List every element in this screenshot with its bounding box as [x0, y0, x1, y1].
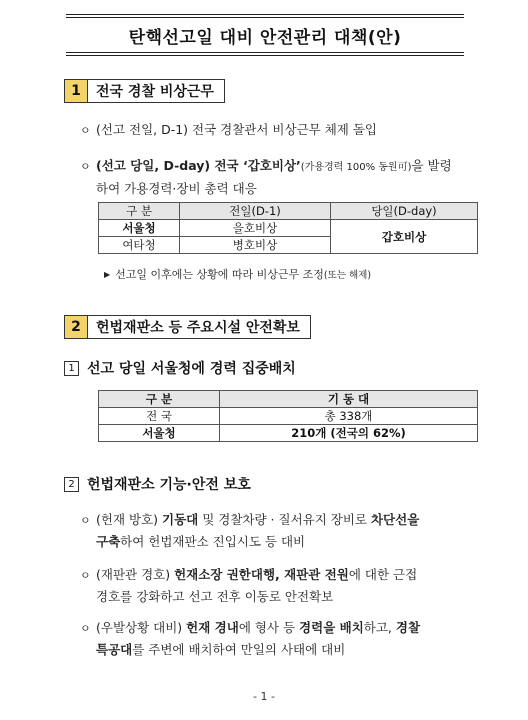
bullet-text-line-2: 하여 가용경력·장비 총력 대응	[96, 181, 257, 196]
subsection-2-number: 2	[64, 477, 79, 492]
bullet-mark: ㅇ	[80, 514, 91, 527]
title-box	[66, 14, 464, 56]
page-number: - 1 -	[253, 690, 275, 703]
section-1-bullet-2	[80, 155, 500, 199]
section-2-heading	[64, 315, 311, 339]
bullet-bold-text: 구축	[96, 534, 121, 549]
table-row	[99, 425, 478, 442]
note-small-text: (또는 해제)	[323, 270, 372, 281]
bullet-mark: ㅇ	[80, 569, 91, 582]
table-cell: 총 338개	[220, 408, 478, 425]
table-cell: 210개 (전국의 62%)	[220, 425, 478, 442]
table-header-row	[99, 203, 478, 220]
bullet-text-line-2	[80, 531, 500, 552]
bullet-mark: ㅇ	[80, 622, 91, 635]
section-1-heading	[64, 79, 225, 103]
section-1-label: 전국 경찰 비상근무	[88, 79, 225, 103]
note-text: 선고일 이후에는 상황에 따라 비상근무 조정	[115, 268, 324, 281]
alert-level-table	[98, 202, 478, 254]
table-header-cell: 전일(D-1)	[180, 203, 331, 220]
table-cell: 여타청	[99, 237, 180, 254]
table-header-cell: 기 동 대	[220, 391, 478, 408]
bullet-text: 하여 헌법재판소 진입시도 등 대비	[120, 534, 306, 549]
subsection-2-heading	[64, 474, 251, 494]
section-2-bullet-3	[80, 617, 500, 660]
bullet-text: (헌재 방호)	[96, 512, 163, 527]
section-1-note	[104, 266, 371, 282]
section-1-number: 1	[64, 79, 88, 103]
subsection-2-label: 헌법재판소 기능·안전 보호	[87, 477, 251, 493]
bullet-text: 을 발령	[411, 158, 452, 173]
subsection-1-number: 1	[64, 361, 79, 376]
bullet-mark: ㅇ	[80, 124, 91, 137]
table-cell: 서울청	[99, 425, 220, 442]
bullet-bold-text: (선고 당일, D-day) 전국 ‘갑호비상’	[96, 158, 301, 173]
bullet-text: (우발상황 대비)	[96, 620, 187, 635]
triangle-bullet-icon: ▶	[104, 270, 111, 279]
subsection-1-heading	[64, 358, 296, 378]
section-2-bullet-2	[80, 564, 500, 607]
bullet-bold-text: 특공대	[96, 642, 133, 657]
table-cell: 병호비상	[180, 237, 331, 254]
table-header-cell: 구 분	[99, 203, 180, 220]
bullet-text: 및 경찰차량 · 질서유지 장비로	[198, 512, 371, 527]
bullet-text: (재판관 경호)	[96, 567, 175, 582]
bullet-bold-text: 차단선을	[370, 512, 420, 527]
table-header-cell: 당일(D-day)	[331, 203, 478, 220]
table-cell: 서울청	[99, 220, 180, 237]
bullet-bold-text: 경력을 배치	[299, 620, 364, 635]
section-1-bullet-1	[80, 119, 500, 141]
bullet-text: 에 대한 근접	[348, 567, 418, 582]
bullet-text-line-2: 경호를 강화하고 선고 전후 이동로 안전확보	[96, 589, 334, 604]
subsection-1-label: 선고 당일 서울청에 경력 집중배치	[87, 361, 296, 377]
bullet-text: 를 주변에 배치하여 만일의 사태에 대비	[132, 642, 346, 657]
section-2-bullet-1	[80, 509, 500, 552]
bullet-bold-text: 기동대	[162, 512, 199, 527]
table-row	[99, 408, 478, 425]
bullet-text-line-2	[80, 639, 500, 660]
table-header-cell: 구 분	[99, 391, 220, 408]
bullet-text: 에 형사 등	[238, 620, 300, 635]
table-row	[99, 220, 478, 237]
bullet-mark: ㅇ	[80, 160, 91, 173]
bullet-text: (선고 전일, D-1) 전국 경찰관서 비상근무 체제 돌입	[96, 122, 377, 137]
riot-police-table	[98, 390, 478, 442]
bullet-bold-text: 헌재소장 권한대행, 재판관 전원	[174, 567, 349, 582]
bullet-text: 하고,	[363, 620, 396, 635]
table-cell: 을호비상	[180, 220, 331, 237]
table-merged-cell: 갑호비상	[331, 220, 478, 254]
bullet-small-text: (가용경력 100% 동원可)	[300, 162, 412, 173]
bullet-bold-text: 헌재 경내	[186, 620, 239, 635]
section-2-label: 헌법재판소 등 주요시설 안전확보	[88, 315, 311, 339]
section-2-number: 2	[64, 315, 88, 339]
table-cell: 전 국	[99, 408, 220, 425]
table-header-row	[99, 391, 478, 408]
page-title: 탄핵선고일 대비 안전관리 대책(안)	[128, 27, 402, 48]
bullet-bold-text: 경찰	[395, 620, 421, 635]
